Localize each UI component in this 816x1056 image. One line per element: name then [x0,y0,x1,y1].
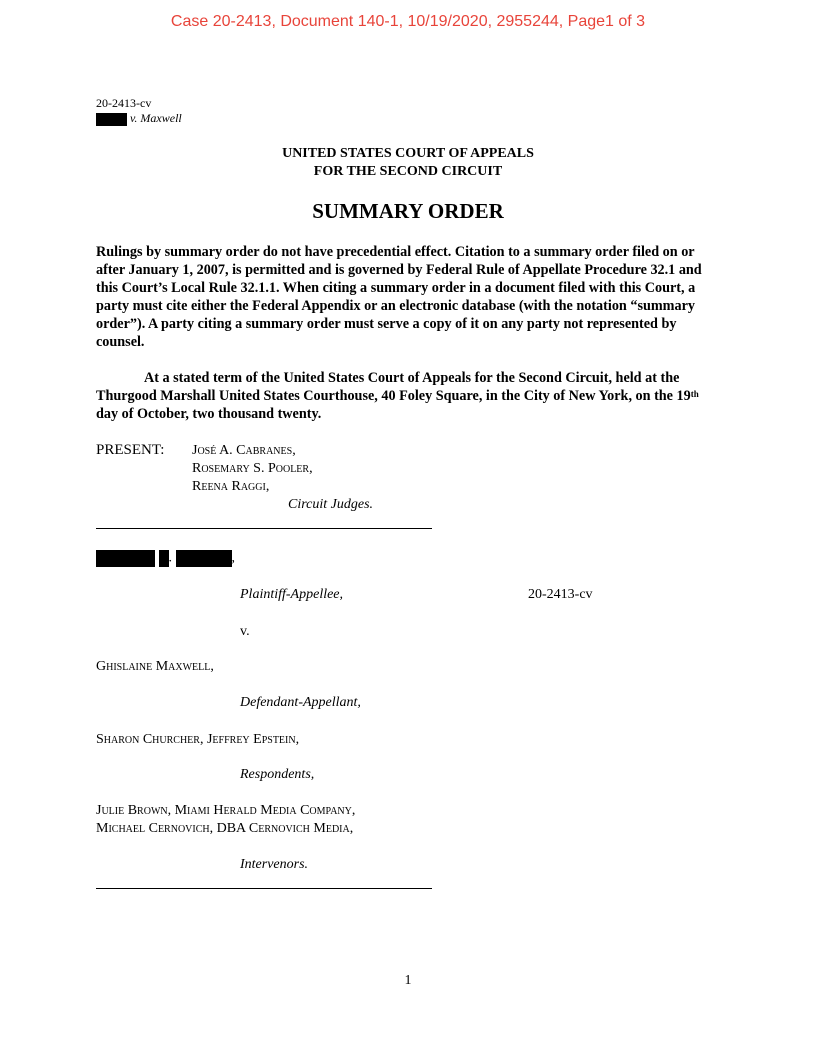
rulings-notice: Rulings by summary order do not have precedential effect. Citation to a summary order filed on or after January 1, 2007, is permitted and is governed by Federal Rule of Appellate Procedure 32.1 and this Court’s Local Rule 32.1.1. When citing a summary order in a document filed with this Court, a party must cite either the Federal Appendix or an electronic database (with the notation “summary order”). A party citing a summary order must serve a copy of it on any party not represented by counsel. [96,244,702,350]
versus: v. [240,624,250,639]
page-title: SUMMARY ORDER [312,199,504,223]
intervenors-role: Intervenors. [240,857,309,872]
defendant-role: Defendant-Appellant, [240,695,361,710]
redaction-box [159,550,169,567]
redaction-box [96,550,155,567]
court-title [96,145,720,181]
judge-name: José A. Cabranes, [192,443,296,458]
judge-name: Rosemary S. Pooler, [192,461,313,476]
docket-number-caption: 20-2413-cv [528,587,593,602]
term-statement [96,369,722,423]
court-title-line1: UNITED STATES COURT OF APPEALS [282,146,534,161]
judges-title: Circuit Judges. [288,497,374,512]
page-number: 1 [404,973,412,988]
ordinal-suffix: th [690,389,699,399]
plaintiff-role: Plaintiff-Appellee, [240,587,344,602]
respondents-names: Sharon Churcher, Jeffrey Epstein, [96,732,300,747]
caption-divider-top [96,528,432,529]
docket-number: 20-2413-cv [96,96,152,110]
case-header-stamp: Case 20-2413, Document 140-1, 10/19/2020, 2955244, Page1 of 3 [170,13,646,30]
defendant-name: Ghislaine Maxwell, [96,659,214,674]
short-caption-versus: v. Maxwell [130,111,182,125]
redaction-box [176,550,232,567]
intervenors-names-line2: Michael Cernovich, DBA Cernovich Media, [96,821,354,836]
term-statement-end: day of October, two thousand twenty. [96,406,322,422]
term-statement-text: At a stated term of the United States Court of Appeals for the Second Circuit, held at the Thurgood Marshall United States Courthouse, 40 Foley Square, in the City of New York, on the 19 [96,370,691,404]
caption-divider-bottom [96,888,432,889]
short-caption [96,111,182,126]
plaintiff-name-redacted: . , [96,550,235,567]
intervenors-names-line1: Julie Brown, Miami Herald Media Company, [96,803,356,818]
judge-name: Reena Raggi, [192,479,270,494]
redaction-box [96,113,127,126]
court-title-line2: FOR THE SECOND CIRCUIT [313,164,503,179]
respondents-role: Respondents, [240,767,315,782]
present-label: PRESENT: [96,442,165,458]
